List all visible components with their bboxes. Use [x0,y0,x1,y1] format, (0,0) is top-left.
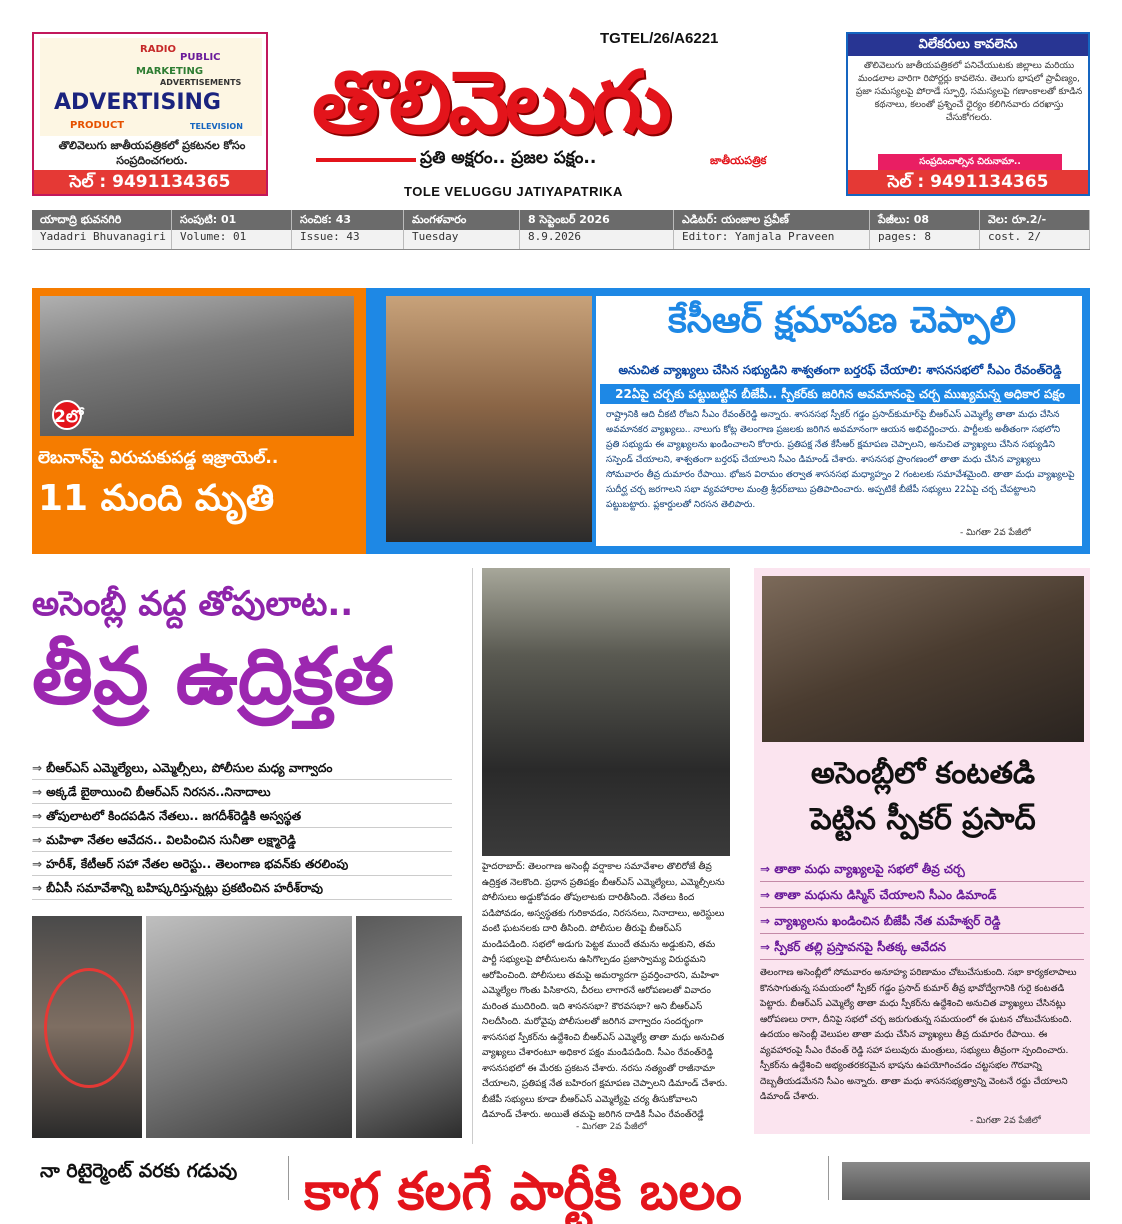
bullet-item: ⇒ తోపులాటలో కిందపడిన నేతలు.. జగదీశ్‌రెడ్డికి అస్వస్థత [32,804,452,828]
arrow-icon: ⇒ [760,940,771,954]
assembly-headline[interactable]: తీవ్ర ఉద్రిక్తత [32,632,395,722]
reporters-ad-body: తొలివెలుగు జాతీయపత్రికలో పనిచేయుటకు జిల్లాలు మరియు మండలాల వారిగా రిపోర్టర్లు కావలెను. తెలుగు భాషలో ప్రావీణ్యం, ప్రజా సమస్యలపై పోరాడే స్ఫూర్తి, సమస్యలపై గణాంకాలతో కూడిన కథనాలు, కలంతో ప్రశ్నించే ధైర్యం కలిగినవారు దరఖాస్తు చేసుకోగలరు. [855,61,1083,123]
bullet-item: ⇒ మహిళా నేతల ఆవేదన.. విలపించిన సునీతా లక్ష్మారెడ్డి [32,828,452,852]
crowd-photo[interactable] [482,568,730,856]
kcr-subheadline-1: అనుచిత వ్యాఖ్యలు చేసిన సభ్యుడిని శాశ్వతంగా బర్తరఫ్ చేయాలి: శాసనసభలో సీఎం రేవంత్‌రెడ్డి [600,360,1080,380]
reporters-wanted-ad[interactable] [846,32,1090,196]
bullet-item: ⇒ స్పీకర్ తల్లి ప్రస్తావనపై సీతక్క ఆవేదన [760,934,1084,960]
page-2-badge: 2లో [52,400,82,430]
issue: సంచిక: 43 [292,210,404,230]
israel-headline[interactable]: 11 మంది మృతి [38,478,275,519]
speaker-headline-2[interactable]: పెట్టిన స్పీకర్ ప్రసాద్ [810,802,1036,837]
arrow-icon: ⇒ [32,761,43,775]
arrow-icon: ⇒ [760,914,771,928]
price: వెల: రూ.2/- [980,210,1090,230]
bullet-item: ⇒ అక్కడే బైఠాయించి బీఆర్ఎస్ నిరసన..నినాదాలు [32,780,452,804]
reporters-ad-header: విలేకరులు కావలెను [848,34,1088,56]
continued-link[interactable]: - మిగతా 2వ పేజీలో [960,528,1031,538]
kcr-headline[interactable]: కేసీఆర్ క్షమాపణ చెప్పాలి [667,300,1017,341]
assembly-kicker[interactable]: అసెంబ్లీ వద్ద తోపులాట.. [32,584,354,624]
reporters-ad-phone: సెల్ : 9491134365 [848,170,1088,194]
editor-en: Editor: Yamjala Praveen [674,230,870,249]
advertising-ad[interactable] [32,32,268,196]
issue-info-strip [32,210,1090,250]
date-en: 8.9.2026 [520,230,674,249]
price-en: cost. 2/ [980,230,1090,249]
arrow-icon: ⇒ [32,857,43,871]
retirement-headline[interactable]: నా రిటైర్మెంట్ వరకు గడువు [40,1160,238,1182]
ad-word: PRODUCT [70,120,125,131]
protest-photo-3[interactable] [356,916,462,1138]
speaker-photo[interactable] [762,576,1084,742]
rubble-photo[interactable] [40,296,354,436]
column-divider [288,1156,289,1200]
column-divider [472,568,473,1144]
weekday-en: Tuesday [404,230,520,249]
ad-word: RADIO [140,44,176,55]
volume-en: Volume: 01 [172,230,292,249]
newspaper-slogan: ప్రతి అక్షరం.. ప్రజల పక్షం.. [420,148,597,168]
ad-word: TELEVISION [190,122,243,131]
israel-headline-kicker[interactable]: లెబనాన్‌పై విరుచుకుపడ్డ ఇజ్రాయెల్.. [38,448,279,468]
assembly-body-text: హైదరాబాద్: తెలంగాణ అసెంబ్లీ వర్షాకాల సమావేశాల తొలిరోజే తీవ్ర ఉద్రిక్తత నెలకొంది. ప్రధాన ప్రతిపక్షం బీఆర్ఎస్ ఎమ్మెల్యేలు, ఎమ్మెల్సీలను పోలీసులు అడ్డుకోవడం తోపులాటకు దారితీసింది. నేతలు కింద పడిపోవడం, అస్వస్థతకు గురికావడం, నిరసనలు, నినాదాలు, అరెస్టులు వంటి ఘటనలకు దారి తీసింది. పోలీసుల తీరుపై బీఆర్ఎస్ మండిపడింది. సభలో అడుగు పెట్టక ముందే తమను అడ్డుకుని, తమ పార్టీ సభ్యులపై పోలీసులను ఉసిగొల్పడం ప్రజాస్వామ్య విరుద్ధమని ఆరోపించింది. పోలీసులు తమపై అమర్యాదగా ప్రవర్తించారని, మహిళా ఎమ్మెల్యేల గొంతు పిసికారని, చీరలు లాగారనే ఆరోపణలతో వివాదం మరింత ముదిరింది. ఇది శాసనసభా? కౌరవసభా? అని బీఆర్ఎస్ నిలదీసింది. మరోవైపు పోలీసులతో జరిగిన వాగ్వాదం సందర్భంగా శాసనసభ స్పీకర్‌ను ఉద్దేశించి బీఆర్ఎస్ ఎమ్మెల్యే తాతా మధు అనుచిత వ్యాఖ్యలు చేశారంటూ అధికార పక్షం మండిపడింది. సీఎం రేవంత్‌రెడ్డి శాసనసభలో ఈ మేరకు ప్రకటన చేశారు. నరసు నత్యంతో రాజీనామా చేయాలని, ప్రతిపక్ష నేత బహిరంగ క్షమాపణ చెప్పాలని డిమాండ్ చేశారు. బీజేపీ సభ్యులు కూడా బీఆర్ఎస్ ఎమ్మెల్యేపై చర్య తీసుకోవాలని డిమాండ్ చేశారు. అయితే తమపై జరిగిన దాడికి సీఎం రేవంత్‌రెడ్డే [482,862,728,1120]
bullet-item: ⇒ బీఆర్ఎస్ ఎమ్మెల్యేలు, ఎమ్మెల్సీలు, పోలీసుల మధ్య వాగ్వాదం [32,756,452,780]
pages-en: pages: 8 [870,230,980,249]
continued-link[interactable]: - మిగతా 2వ పేజీలో [576,1122,647,1132]
speaker-bullets [760,856,1084,960]
national-daily-label: జాతీయపత్రిక [710,154,767,167]
arrow-icon: ⇒ [32,809,43,823]
bullet-item: ⇒ బీఏసీ సమావేశాన్ని బహిష్కరిస్తున్నట్లు ప్రకటించిన హరీశ్‌రావు [32,876,452,900]
speaker-headline-1[interactable]: అసెంబ్లీలో కంటతడి [810,756,1036,791]
registration-number: TGTEL/26/A6221 [600,30,719,47]
logo-underline [316,158,416,162]
party-strength-headline[interactable]: కాగ కలగే పార్టీకి బలం [304,1162,742,1222]
advertising-big-word: ADVERTISING [54,90,221,115]
editor: ఎడిటర్: యంజాల ప్రవీణ్ [674,210,870,230]
ad-word: MARKETING [136,66,204,77]
kcr-body-text: రాష్ట్రానికి ఆది చీకటి రోజని సీఎం రేవంత్‌రెడ్డి అన్నారు. శాసనసభ స్పీకర్ గడ్డం ప్రసాద్‌కుమార్‌పై బీఆర్‌ఎస్ ఎమ్మెల్యే తాతా మధు చేసిన అవమానకర వ్యాఖ్యలు.. నాలుగు కోట్ల తెలంగాణ ప్రజలకు జరిగిన అవమానంగా ఆయన అభివర్ణించారు. పార్టీలకు అతీతంగా సభలోని ప్రతి సభ్యుడు ఈ వ్యాఖ్యలను ఖండించాలని కోరారు. ప్రతిపక్ష నేత కేసీఆర్ క్షమాపణ చెప్పాలని, అనుచిత వ్యాఖ్యలు చేసిన సభ్యుడిని సస్పెండ్ చేయాలని, శాశ్వతంగా బర్తరఫ్ చేయాలని సీఎం డిమాండ్ చేశారు. శాసనసభ ప్రాంగణంలో తాతా మధు చేసిన వ్యాఖ్యలు సోమవారం తీవ్ర దుమారం రేపాయి. భోజన విరామం తర్వాత శాసనసభ మధ్యాహ్నం 2 గంటలకు సమావేశమైంది. తాతా మధు వ్యాఖ్యలపై సుదీర్ఘ చర్చ జరగాలని సభా వ్యవహారాల మంత్రి శ్రీధర్‌బాబు ప్రతిపాదించారు. అప్పటికే బీజేపీ సభ్యులు 22ఏపై చర్చ చేపట్టాలని పట్టుబట్టారు. ప్లకార్డులతో నిరసన తెలిపారు. [606,410,1075,510]
arrow-icon: ⇒ [760,862,771,876]
issue-en: Issue: 43 [292,230,404,249]
reporters-ad-address: సంప్రదించాల్సిన చిరునామా.. [878,154,1062,170]
bottom-photo[interactable] [842,1162,1090,1200]
continued-link[interactable]: - మిగతా 2వ పేజీలో [970,1116,1041,1126]
ad-word: PUBLIC [180,52,221,63]
column-divider [828,1156,829,1200]
volume: సంపుటి: 01 [172,210,292,230]
ad-word: ADVERTISEMENTS [160,78,242,87]
advertising-word-cloud [40,38,262,136]
ad-phone: సెల్ : 9491134365 [34,170,266,194]
arrow-icon: ⇒ [32,833,43,847]
bullet-item: ⇒ వ్యాఖ్యలను ఖండించిన బీజేపీ నేత మహేశ్వర్ రెడ్డి [760,908,1084,934]
arrow-icon: ⇒ [760,888,771,902]
date: 8 సెప్టెంబర్ 2026 [520,210,674,230]
arrow-icon: ⇒ [32,881,43,895]
highlight-circle [44,968,134,1088]
bullet-item: ⇒ హరీశ్, కేటీఆర్ సహా నేతల అరెస్టు.. తెలంగాణ భవన్‌కు తరలింపు [32,852,452,876]
protest-photo-2[interactable] [146,916,352,1138]
district-en: Yadadri Bhuvanagiri [32,230,172,249]
newspaper-logo[interactable]: తొలివెలుగు [312,53,668,153]
english-name: TOLE VELUGGU JATIYAPATRIKA [404,184,623,199]
bullet-item: ⇒ తాతా మధును డిస్మిస్ చేయాలని సీఎం డిమాండ్ [760,882,1084,908]
assembly-bullets [32,756,452,900]
bullet-item: ⇒ తాతా మధు వ్యాఖ్యలపై సభలో తీవ్ర చర్చ [760,856,1084,882]
district: యాదాద్రి భువనగిరి [32,210,172,230]
weekday: మంగళవారం [404,210,520,230]
kcr-subheadline-2: 22ఏపై చర్చకు పట్టుబట్టిన బీజేపీ.. స్పీకర్‌కు జరిగిన అవమానంపై చర్చ ముఖ్యమన్న అధికార పక్షం [600,384,1080,404]
cm-revanth-photo[interactable] [386,296,592,542]
speaker-body-text: తెలంగాణ అసెంబ్లీలో సోమవారం అనూహ్య పరిణామం చోటుచేసుకుంది. సభా కార్యకలాపాలు కొనసాగుతున్న సమయంలో స్పీకర్ గడ్డం ప్రసాద్ కుమార్ తీవ్ర భావోద్వేగానికి గురై కంటతడి పెట్టారు. బీఆర్ఎస్ ఎమ్మెల్యే తాతా మధు స్పీకర్‌ను ఉద్దేశించి అనుచిత వ్యాఖ్యలు చేసినట్లు ఆరోపణలు రాగా, దీనిపై సభలో చర్చ జరుగుతున్న సమయంలో ఈ ఘటన చోటుచేసుకుంది. ఉదయం అసెంబ్లీ వెలుపల తాతా మధు చేసిన వ్యాఖ్యలు తీవ్ర దుమారం రేపాయి. ఈ వ్యవహారంపై సీఎం రేవంత్ రెడ్డి సహా పలువురు మంత్రులు, సభ్యులు తీవ్రంగా స్పందించారు. స్పీకర్‌ను ఉద్దేశించి అభ్యంతరకరమైన భాషను ఉపయోగించడం చట్టసభల గౌరవాన్ని దెబ్బతీయడమేనని సీఎం అన్నారు. తాతా మధు శాసనసభ్యత్వాన్ని వెంటనే రద్దు చేయాలని డిమాండ్ చేశారు. [760,968,1077,1102]
ad-tagline: తొలివెలుగు జాతీయపత్రికలో ప్రకటనల కోసం సంప్రదించగలరు. [58,139,246,167]
arrow-icon: ⇒ [32,785,43,799]
pages: పేజీలు: 08 [870,210,980,230]
